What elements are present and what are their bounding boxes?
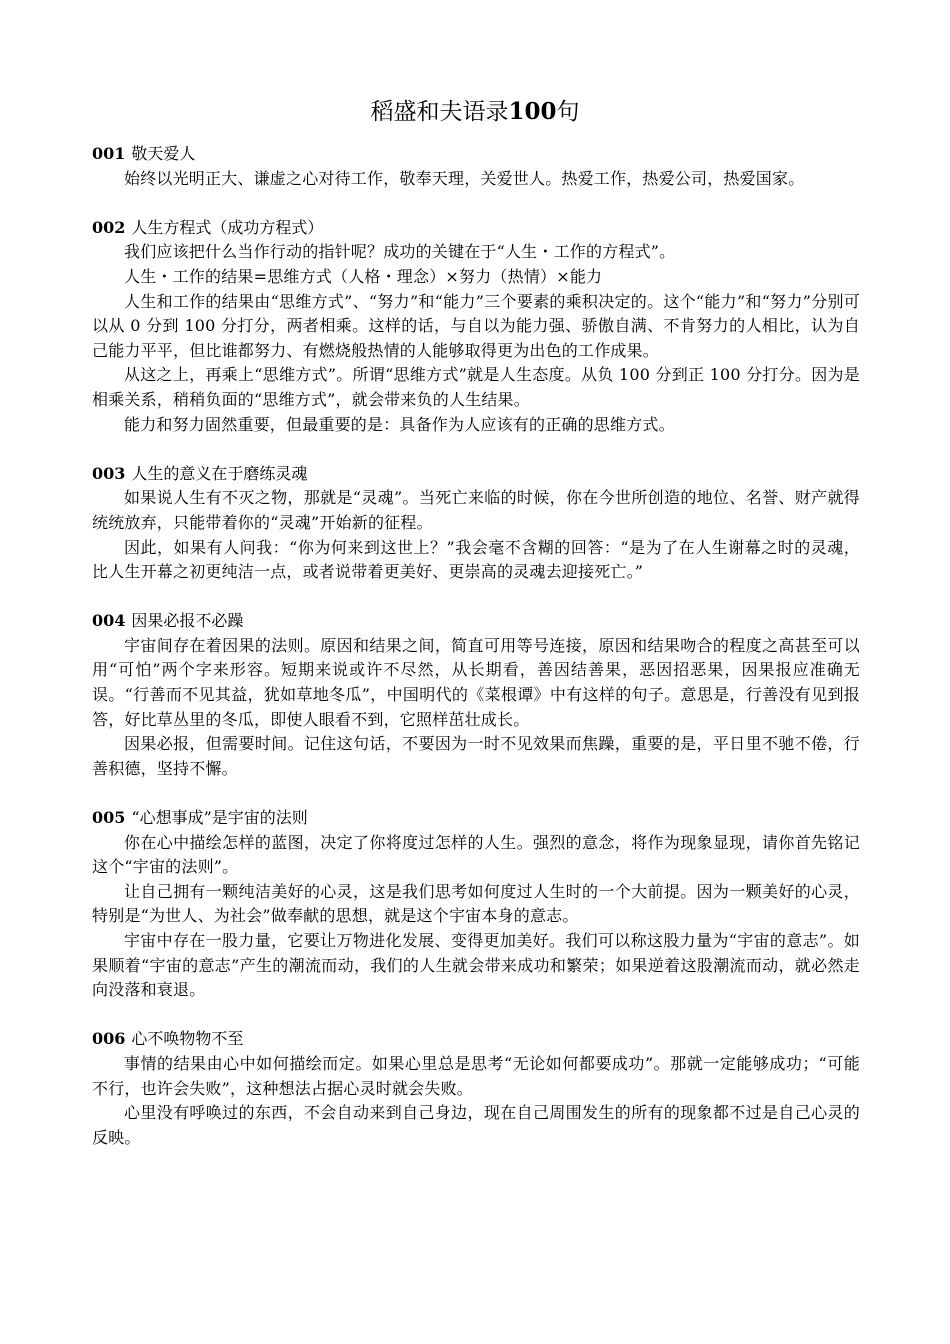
paragraph: 你在心中描绘怎样的蓝图，决定了你将度过怎样的人生。强烈的意念，将作为现象显现，请你首先铭记这个“宇宙的法则”。 [92,832,860,877]
section-title: 人生方程式（成功方程式） [131,217,324,237]
section-heading [92,1027,860,1052]
title-number: 100 [508,98,557,125]
paragraph: 从这之上，再乘上“思维方式”。所谓“思维方式”就是人生态度。从负 100 分到正 100 分打分。因为是相乘关系，稍稍负面的“思维方式”，就会带来负的人生结果。 [92,365,860,409]
title-text: 稻盛和夫语录 [370,99,509,125]
paragraph: 人生・工作的结果=思维方式（人格・理念）×努力（热情）×能力 [124,266,603,286]
section-heading [92,609,860,634]
section-number: 006 [92,1029,126,1049]
section-title: 敬天爱人 [131,144,196,163]
section-001 [92,142,860,191]
paragraph: 宇宙间存在着因果的法则。原因和结果之间，简直可用等号连接，原因和结果吻合的程度之高甚至可以用“可怕”两个字来形容。短期来说或许不尽然，从长期看，善因结善果，恶因招恶果，因果报应准确无误。“行善而不见其益，犹如草地冬瓜”，中国明代的《菜根谭》中有这样的句子。意思是，行善没有见到报答，好比草丛里的冬瓜，即使人眼看不到，它照样茁壮成长。 [92,635,860,729]
section-title: “心想事成”是宇宙的法则 [131,808,308,828]
paragraph: 因此，如果有人问我：“你为何来到这世上？”我会毫不含糊的回答：“是为了在人生谢幕之时的灵魂，比人生开幕之初更纯洁一点，或者说带着更美好、更崇高的灵魂去迎接死亡。” [92,537,860,582]
paragraph: 人生和工作的结果由“思维方式”、“努力”和“能力”三个要素的乘积决定的。这个“能力”和“努力”分别可以从 0 分到 100 分打分，两者相乘。这样的话，与自以为能力强、骄傲自满、不肯努力的人相比，认为自己能力平平，但比谁都努力、有燃烧般热情的人能够取得更为出色的工作成果。 [92,291,860,360]
section-title: 人生的意义在于磨练灵魂 [131,463,308,483]
section-heading [92,806,860,831]
section-heading [92,216,860,241]
section-title: 心不唤物物不至 [131,1029,244,1049]
paragraph: 让自己拥有一颗纯洁美好的心灵，这是我们思考如何度过人生时的一个大前提。因为一颗美好的心灵，特别是“为世人、为社会”做奉献的思想，就是这个宇宙本身的意志。 [92,881,860,926]
section-number: 003 [92,463,126,483]
paragraph: 能力和努力固然重要，但最重要的是：具备作为人应该有的正确的思维方式。 [124,414,675,434]
title-suffix: 句 [556,99,580,125]
section-005 [92,806,860,1003]
section-006 [92,1027,860,1150]
section-heading [92,142,860,167]
paragraph: 心里没有呼唤过的东西，不会自动来到自己身边，现在自己周围发生的所有的现象都不过是自己心灵的反映。 [92,1103,860,1147]
page-title [0,96,950,128]
section-number: 001 [92,144,126,163]
paragraph: 事情的结果由心中如何描绘而定。如果心里总是思考“无论如何都要成功”。那就一定能够成功；“可能不行，也许会失败”，这种想法占据心灵时就会失败。 [92,1053,860,1098]
section-title: 因果必报不必躁 [131,611,244,631]
paragraph: 宇宙中存在一股力量，它要让万物进化发展、变得更加美好。我们可以称这股力量为“宇宙的意志”。如果顺着“宇宙的意志”产生的潮流而动，我们的人生就会带来成功和繁荣；如果逆着这股潮流而动，就必然走向没落和衰退。 [92,931,860,1000]
document-body [92,142,860,1175]
section-003 [92,462,860,585]
section-number: 004 [92,611,126,631]
paragraph: 如果说人生有不灭之物，那就是“灵魂”。当死亡来临的时候，你在今世所创造的地位、名誉、财产就得统统放弃，只能带着你的“灵魂”开始新的征程。 [92,488,860,532]
paragraph: 因果必报，但需要时间。记住这句话，不要因为一时不见效果而焦躁，重要的是，平日里不驰不倦，行善积德，坚持不懈。 [92,734,860,778]
section-number: 005 [92,808,126,828]
section-number: 002 [92,217,126,237]
section-heading [92,462,860,487]
section-004 [92,609,860,781]
paragraph: 我们应该把什么当作行动的指针呢？成功的关键在于“人生・工作的方程式”。 [124,242,676,262]
paragraph: 始终以光明正大、谦虚之心对待工作，敬奉天理，关爱世人。热爱工作，热爱公司，热爱国家。 [124,168,805,188]
section-002 [92,216,860,437]
